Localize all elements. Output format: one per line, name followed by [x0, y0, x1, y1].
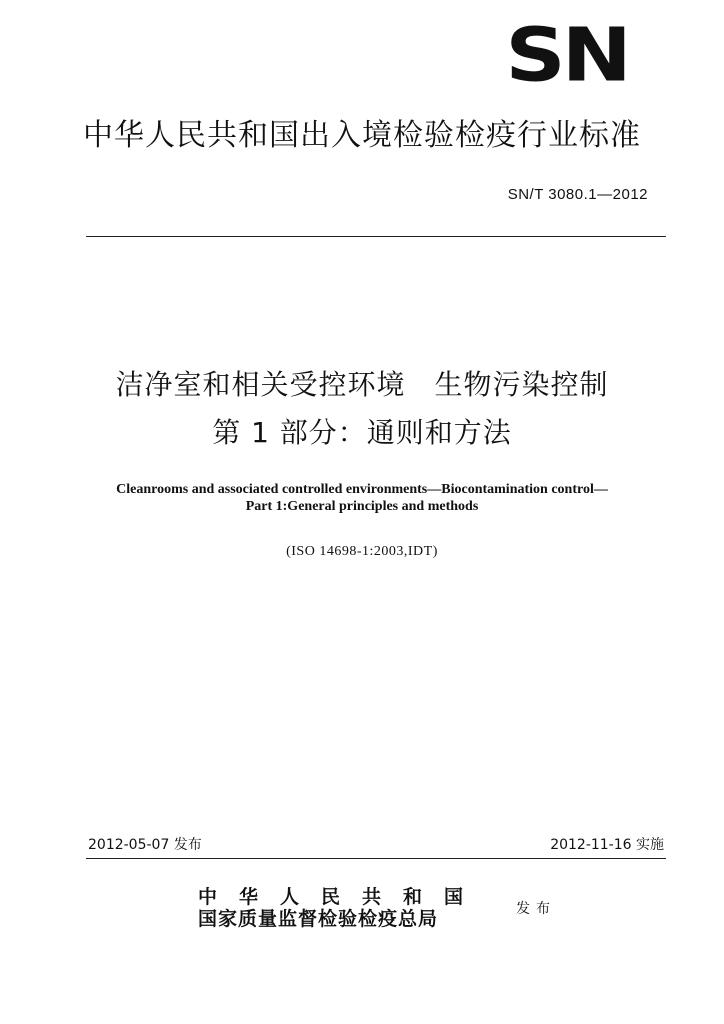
standard-number: SN/T 3080.1—2012: [507, 186, 648, 203]
publish-label: 发布: [516, 901, 556, 917]
chinese-title-line-1: 洁净室和相关受控环境 生物污染控制: [115, 368, 609, 401]
iso-adoption-note: (ISO 14698-1:2003,IDT): [286, 544, 438, 559]
implementation-date: 2012-11-16 实施: [550, 837, 664, 853]
issue-date: 2012-05-07 发布: [88, 837, 202, 853]
standard-type-heading: 中华人民共和国出入境检验检疫行业标准: [83, 118, 641, 153]
footer-divider: [86, 858, 666, 859]
issuer-line-1: 中华人民共和国: [198, 886, 486, 908]
sn-logo: SN: [505, 11, 628, 99]
header-divider: [86, 236, 666, 237]
english-title-line-2: Part 1:General principles and methods: [245, 499, 479, 514]
chinese-title-line-2: 第 1 部分：通则和方法: [212, 416, 512, 449]
issuer-line-2: 国家质量监督检验检疫总局: [198, 908, 439, 930]
english-title-line-1: Cleanrooms and associated controlled environments—Biocontamination control—: [116, 482, 608, 497]
